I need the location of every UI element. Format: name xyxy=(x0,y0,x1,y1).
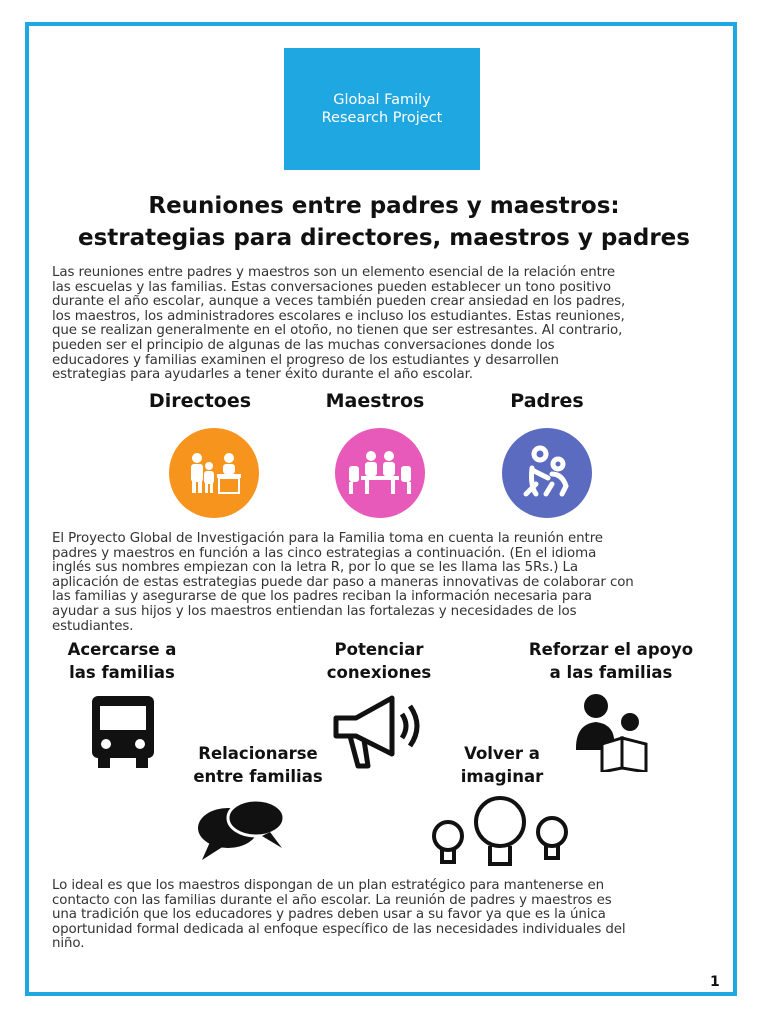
body-line: las familias y asegurarse de que los padres reciban la información necesaria para xyxy=(52,589,592,605)
strategy-power-line-2: conexiones xyxy=(326,663,432,682)
logo-line-1: Global Family xyxy=(333,92,431,108)
body-line: padres y maestros en función a las cinco estrategias a continuación. (En el idioma xyxy=(52,545,597,561)
strategy-reach-line-2: las familias xyxy=(69,663,175,682)
strategy-reimagine-line-1: Volver a xyxy=(464,744,540,763)
strategy-reimagine xyxy=(440,742,564,788)
strategy-relate-line-2: entre familias xyxy=(193,767,323,786)
body-line: aplicación de estas estrategias puede dar paso a maneras innovativas de colaborar con xyxy=(52,574,634,590)
megaphone-icon xyxy=(330,688,430,772)
intro-line: que se realizan generalmente en el otoño, no tienen que ser estresantes. Al contrario, xyxy=(52,323,623,339)
page-number: 1 xyxy=(710,974,720,990)
strategies-paragraph xyxy=(52,532,720,634)
closing-paragraph xyxy=(52,879,720,952)
closing-line: oportunidad formal dedicada al enfoque específico de las necesidades individuales del xyxy=(52,921,626,937)
strategy-power-line-1: Potenciar xyxy=(334,640,424,659)
strategy-relate-line-1: Relacionarse xyxy=(198,744,318,763)
strategy-relate xyxy=(176,742,340,788)
intro-line: Las reuniones entre padres y maestros son un elemento esencial de la relación entre xyxy=(52,265,616,280)
strategy-reinforce xyxy=(510,638,712,684)
strategy-reinforce-line-1: Reforzar el apoyo xyxy=(528,640,694,659)
parent-child-icon xyxy=(502,428,592,518)
strategy-reach xyxy=(52,638,192,684)
logo xyxy=(284,48,480,170)
logo-line-2: Research Project xyxy=(321,110,443,126)
audience-heading-parents: Padres xyxy=(510,390,584,412)
intro-paragraph xyxy=(52,266,720,383)
page-title-line-2: estrategias para directores, maestros y padres xyxy=(78,225,690,251)
intro-line: las escuelas y las familias. Estas conversaciones pueden establecer un tono positivo xyxy=(52,279,611,295)
strategy-reach-line-1: Acercarse a xyxy=(67,640,177,659)
closing-line: una tradición que los educadores y padres deben usar a su favor ya que es la única xyxy=(52,907,606,923)
audience-heading-teachers: Maestros xyxy=(325,390,425,412)
light-bulbs-icon xyxy=(428,794,572,868)
intro-line: los maestros, los administradores escolares e incluso los estudiantes. Estas reuniones, xyxy=(52,308,625,324)
closing-line: Lo ideal es que los maestros dispongan de un plan estratégico para mantenerse en xyxy=(52,878,605,893)
bus-icon xyxy=(88,694,158,770)
meeting-table-icon xyxy=(335,428,425,518)
strategy-reinforce-line-2: a las familias xyxy=(549,663,673,682)
people-desk-icon xyxy=(169,428,259,518)
intro-line: educadores y familias examinen el progreso de los estudiantes y desarrollen xyxy=(52,352,559,368)
reading-together-icon xyxy=(572,688,656,772)
body-line: ayudar a sus hijos y los maestros entiendan las fortalezas y necesidades de los xyxy=(52,603,577,619)
closing-line: niño. xyxy=(52,936,85,952)
intro-line: pueden ser el principio de algunas de las muchas conversaciones donde los xyxy=(52,337,555,353)
closing-line: contacto con las familias durante el año escolar. La reunión de padres y maestros es xyxy=(52,892,612,908)
strategy-reimagine-line-2: imaginar xyxy=(460,767,544,786)
strategy-power xyxy=(304,638,454,684)
speech-bubbles-icon xyxy=(196,794,288,862)
audience-heading-directors: Directoes xyxy=(148,390,252,412)
body-line: estudiantes. xyxy=(52,618,134,634)
intro-line: durante el año escolar, aunque a veces también pueden crear ansiedad en los padres, xyxy=(52,294,626,310)
body-line: inglés sus nombres empiezan con la letra R, por lo que se les llama las 5Rs.) La xyxy=(52,560,578,576)
intro-line: estrategias para ayudarles a tener éxito durante el año escolar. xyxy=(52,367,473,383)
body-line: El Proyecto Global de Investigación para la Familia toma en cuenta la reunión entre xyxy=(52,531,603,546)
page-title-line-1: Reuniones entre padres y maestros: xyxy=(148,193,620,219)
